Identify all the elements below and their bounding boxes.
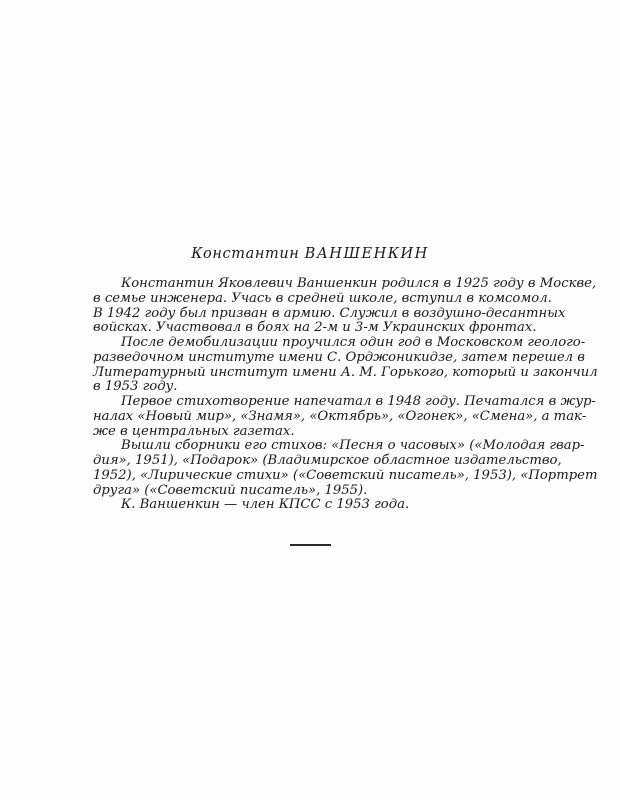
text-line: же в центральных газетах. xyxy=(93,423,295,439)
author-heading xyxy=(0,244,620,264)
text-line: Вышли сборники его стихов: «Песня о часовых» («Молодая гвар- xyxy=(121,438,585,454)
text-line: Константин Яковлевич Ваншенкин родился в 1925 году в Москве, xyxy=(121,276,597,291)
section-divider xyxy=(290,544,331,546)
author-surname: ВАНШЕНКИН xyxy=(304,246,429,262)
text-line: друга» («Советский писатель», 1955). xyxy=(93,482,368,498)
text-line: 1952), «Лирические стихи» («Советский писатель», 1953), «Портрет xyxy=(93,467,598,483)
text-line: В 1942 году был призван в армию. Служил в воздушно-десантных xyxy=(93,305,566,321)
text-line: Первое стихотворение напечатал в 1948 году. Печатался в жур- xyxy=(121,394,596,409)
text-line: в 1953 году. xyxy=(93,379,178,395)
author-first-name: Константин xyxy=(191,246,300,262)
text-line: войсках. Участвовал в боях на 2-м и 3-м Украинских фронтах. xyxy=(93,320,537,336)
text-line: К. Ваншенкин — член КПСС с 1953 года. xyxy=(121,497,410,513)
text-line: разведочном институте имени С. Орджоникидзе, затем перешел в xyxy=(93,349,585,365)
text-line: После демобилизации проучился один год в Московском геолого- xyxy=(121,335,586,350)
text-line: налах «Новый мир», «Знамя», «Октябрь», «Огонек», «Смена», а так- xyxy=(93,408,587,424)
text-line: дия», 1951), «Подарок» (Владимирское областное издательство, xyxy=(93,453,562,468)
text-line: в семье инженера. Учась в средней школе, вступил в комсомол. xyxy=(93,290,552,306)
biography-text xyxy=(93,276,598,513)
text-line: Литературный институт имени А. М. Горького, который и закончил xyxy=(93,364,598,380)
